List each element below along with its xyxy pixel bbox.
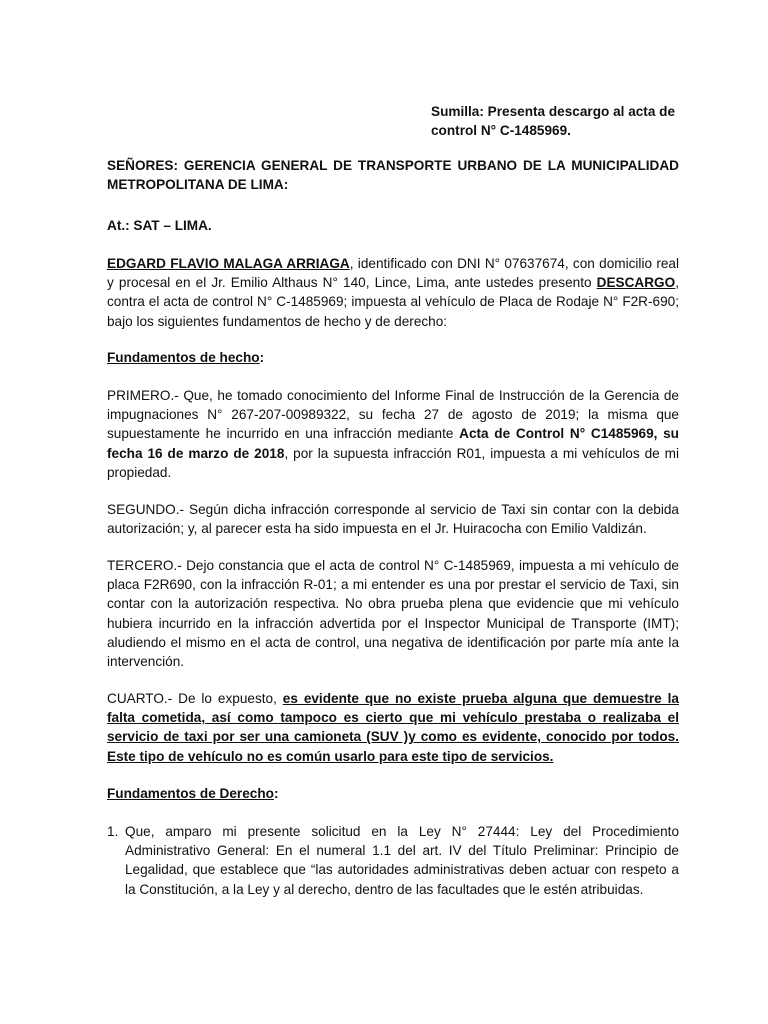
sumilla-line-2: control N° C-1485969. [431, 123, 571, 139]
list-item-text: Que, amparo mi presente solicitud en la Ley N° 27444: Ley del Procedimiento Administrativo General: En el numeral 1.1 del art. IV del Título Preliminar: Principio de Legalidad, que establece que “las autoridades administrativas deben actuar con respeto a la Constitución, a la Ley y al derecho, dentro de las facultades que le estén atribuidas. [125, 824, 679, 897]
claimant-name: EDGARD FLAVIO MALAGA ARRIAGA [107, 256, 350, 271]
sumilla [431, 102, 681, 140]
list-item-number: 1. [107, 824, 119, 839]
addressee-line-2: METROPOLITANA DE LIMA: [107, 177, 289, 193]
sumilla-line-1: Sumilla: Presenta descargo al acta de [431, 104, 676, 119]
addressee-line-1: SEÑORES: GERENCIA GENERAL DE TRANSPORTE URBANO DE LA MUNICIPALIDAD [107, 158, 679, 173]
heading-fundamentos-derecho [107, 784, 679, 803]
intro-text-1: , identificado con DNI N° 07637674, con domicilio real y procesal en el Jr. Emilio Althaus N° 140, Lince, Lima, ante ustedes presento [107, 256, 679, 291]
attention-line: At.: SAT – LIMA. [107, 218, 212, 233]
paragraph-cuarto [107, 689, 679, 766]
heading-hecho-colon: : [259, 350, 265, 365]
heading-hecho-text: Fundamentos de hecho [107, 350, 260, 365]
cuarto-bold-underlined: es evidente que no existe prueba alguna que demuestre la falta cometida, así como tampoco es cierto que mi vehículo prestaba o realizaba el servicio de taxi por ser una camioneta (SUV )y como es evidente, conocido por todos. Este tipo de vehículo no es común usarlo para este tipo de servicios. [107, 691, 679, 764]
primero-text-2: , por la supuesta infracción R01, impuesta a mi vehículos de mi propiedad. [107, 445, 679, 480]
intro-text-2: , contra el acta de control N° C-1485969; impuesta al vehículo de Placa de Rodaje N° F2R-690; bajo los siguientes fundamentos de hecho y de derecho: [107, 275, 679, 329]
paragraph-primero [107, 386, 679, 482]
primero-bold: Acta de Control N° C1485969, su fecha 16 de marzo de 2018 [107, 426, 679, 461]
cuarto-text-1: CUARTO.- De lo expuesto, [107, 691, 283, 706]
list-item [107, 822, 679, 899]
heading-fundamentos-hecho [107, 348, 679, 367]
paragraph-tercero: TERCERO.- Dejo constancia que el acta de control N° C-1485969, impuesta a mi vehículo de placa F2R690, con la infracción R-01; a mi entender es una por prestar el servicio de Taxi, sin contar con la autorización respectiva. No obra prueba plena que evidencie que mi vehículo hubiera incurrido en la infracción advertida por el Inspector Municipal de Transporte (IMT); aludiendo el mismo en el acta de control, una negativa de identificación por parte mía ante la intervención. [107, 558, 679, 670]
addressee [107, 156, 679, 194]
intro-paragraph [107, 254, 679, 331]
heading-derecho-text: Fundamentos de Derecho [107, 786, 274, 801]
primero-text-1: PRIMERO.- Que, he tomado conocimiento del Informe Final de Instrucción de la Gerencia de impugnaciones N° 267-207-00989322, su fecha 27 de agosto de 2019; la misma que supuestamente he incurrido en una infracción mediante [107, 388, 679, 442]
heading-derecho-colon: : [273, 786, 279, 801]
paragraph-segundo: SEGUNDO.- Según dicha infracción corresponde al servicio de Taxi sin contar con la debida autorización; y, al parecer esta ha sido impuesta en el Jr. Huiracocha con Emilio Valdizán. [107, 502, 679, 537]
descargo-keyword: DESCARGO [596, 275, 676, 291]
